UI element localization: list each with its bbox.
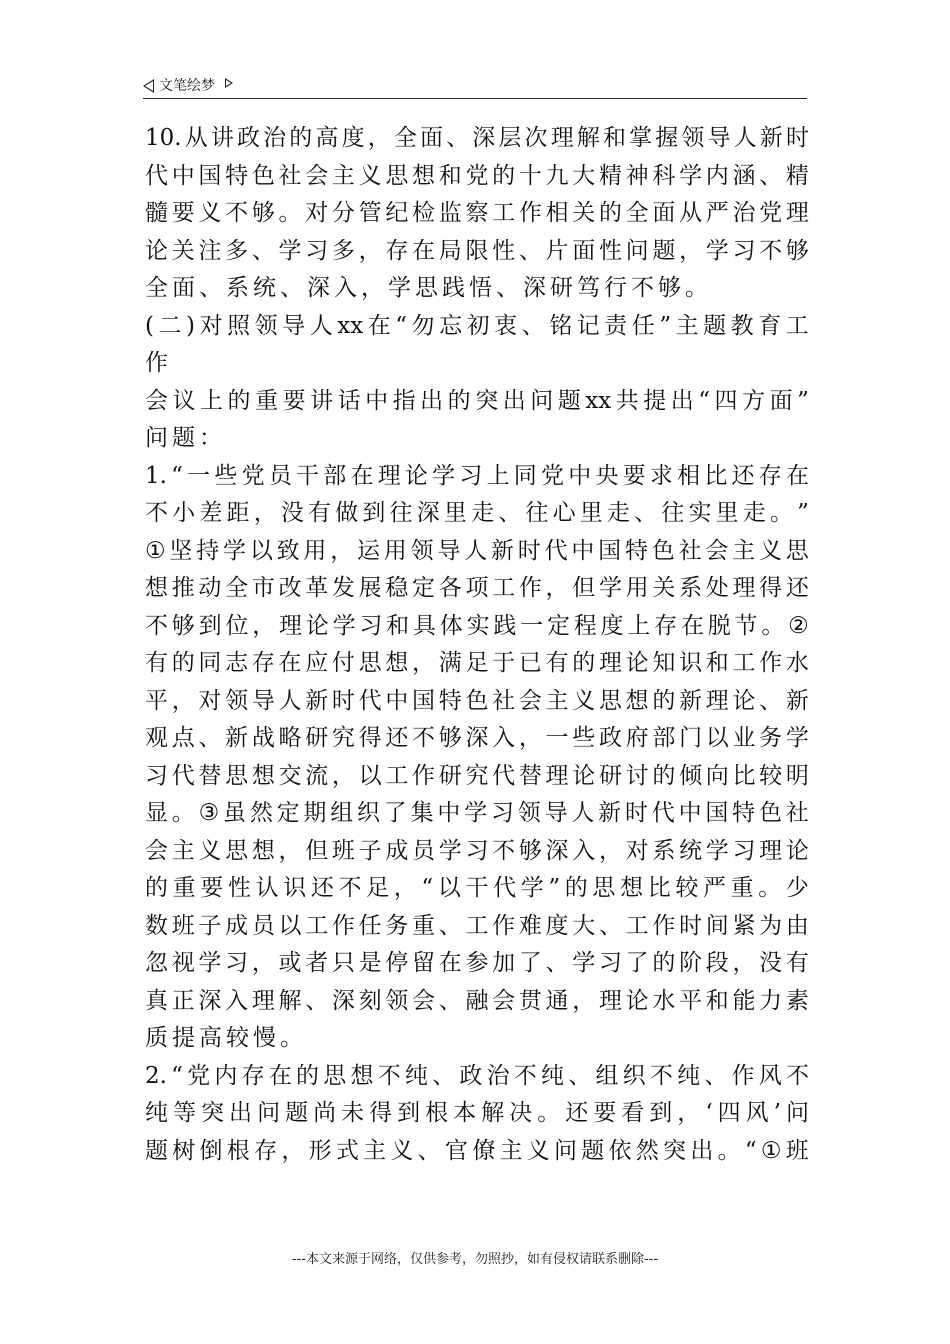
text-line: 想 推 动 全 市 改 革 发 展 稳 定 各 项 工 作 ， 但 学 用 关 系 处 理 得 还 — [145, 575, 809, 601]
text-line: ( 二 ) 对 照 领 导 人 xx 在 “ 勿 忘 初 衷 、 铭 记 责 任 ” 主 题 教 育 工 — [145, 312, 809, 339]
footer-disclaimer: ---本文来源于网络，仅供参考，勿照抄，如有侵权请联系删除--- — [291, 1252, 659, 1267]
text-line: 髓 要 义 不 够 。 对 分 管 纪 检 监 察 工 作 相 关 的 全 面 从 严 治 党 理 — [145, 200, 809, 226]
text-line: 1. “ 一 些 党 员 干 部 在 理 论 学 习 上 同 党 中 央 要 求 相 比 还 存 在 — [145, 462, 809, 489]
text-line: 纯 等 突 出 问 题 尚 未 得 到 根 本 解 决 。 还 要 看 到 ， ‘ 四 风 ’ 问 — [145, 1100, 809, 1126]
header-title: 文笔绘梦 — [159, 78, 215, 94]
text-line: 习 代 替 思 想 交 流 ， 以 工 作 研 究 代 替 理 论 研 讨 的 倾 向 比 较 明 — [145, 762, 809, 789]
text-line: 2. “ 党 内 存 在 的 思 想 不 纯 、 政 治 不 纯 、 组 织 不 纯 、 作 风 不 — [145, 1062, 809, 1089]
page-header — [143, 74, 807, 99]
text-line: 有 的 同 志 存 在 应 付 思 想 ， 满 足 于 已 有 的 理 论 知 识 和 工 作 水 — [145, 650, 809, 676]
text-line: ① 坚 持 学 以 致 用 ， 运 用 领 导 人 新 时 代 中 国 特 色 社 会 主 义 思 — [145, 537, 809, 564]
text-line: 全面、系统、深入，学思践悟、深研笃行不够。 — [145, 275, 712, 301]
text-line: 观 点 、 新 战 略 研 究 得 还 不 够 深 入 ， 一 些 政 府 部 门 以 业 务 学 — [145, 725, 809, 751]
text-line: 10. 从 讲 政 治 的 高 度 ， 全 面 、 深 层 次 理 解 和 掌 握 领 导 人 新 时 — [145, 125, 809, 151]
text-line: 代 中 国 特 色 社 会 主 义 思 想 和 党 的 十 九 大 精 神 科 学 内 涵 、 精 — [145, 162, 809, 189]
text-line: 不 够 到 位 ， 理 论 学 习 和 具 体 实 践 一 定 程 度 上 存 在 脱 节 。 ② — [145, 612, 809, 639]
triangle-right-icon — [225, 78, 233, 88]
text-line: 论 关 注 多 、 学 习 多 ， 存 在 局 限 性 、 片 面 性 问 题 ， 学 习 不 够 — [145, 237, 809, 264]
text-line: 忽 视 学 习 ， 或 者 只 是 停 留 在 参 加 了 、 学 习 了 的 阶 段 ， 没 有 — [145, 950, 809, 976]
text-line: 会 议 上 的 重 要 讲 话 中 指 出 的 突 出 问 题 xx 共 提 出 “ 四 方 面 ” — [145, 387, 809, 414]
text-line: 不 小 差 距 ， 没 有 做 到 往 深 里 走 、 往 心 里 走 、 往 实 里 走 。 ” — [145, 500, 809, 526]
document-body — [145, 120, 809, 1170]
text-line: 问题： — [145, 425, 226, 451]
text-line: 质提高较慢。 — [145, 1025, 307, 1051]
text-line: 显 。 ③ 虽 然 定 期 组 织 了 集 中 学 习 领 导 人 新 时 代 中 国 特 色 社 — [145, 800, 809, 826]
text-line: 的 重 要 性 认 识 还 不 足 ， “ 以 干 代 学 ” 的 思 想 比 较 严 重 。 少 — [145, 875, 809, 901]
text-line: 数 班 子 成 员 以 工 作 任 务 重 、 工 作 难 度 大 、 工 作 时 间 紧 为 由 — [145, 912, 809, 939]
text-line: 平 ， 对 领 导 人 新 时 代 中 国 特 色 社 会 主 义 思 想 的 新 理 论 、 新 — [145, 687, 809, 714]
text-line: 真 正 深 入 理 解 、 深 刻 领 会 、 融 会 贯 通 ， 理 论 水 平 和 能 力 素 — [145, 987, 809, 1014]
triangle-left-icon — [143, 79, 154, 93]
text-line: 作 — [145, 350, 172, 376]
text-line: 会 主 义 思 想 ， 但 班 子 成 员 学 习 不 够 深 入 ， 对 系 统 学 习 理 论 — [145, 837, 809, 864]
text-line: 题 树 倒 根 存 ， 形 式 主 义 、 官 僚 主 义 问 题 依 然 突 出 。 “ ① 班 — [145, 1137, 809, 1164]
